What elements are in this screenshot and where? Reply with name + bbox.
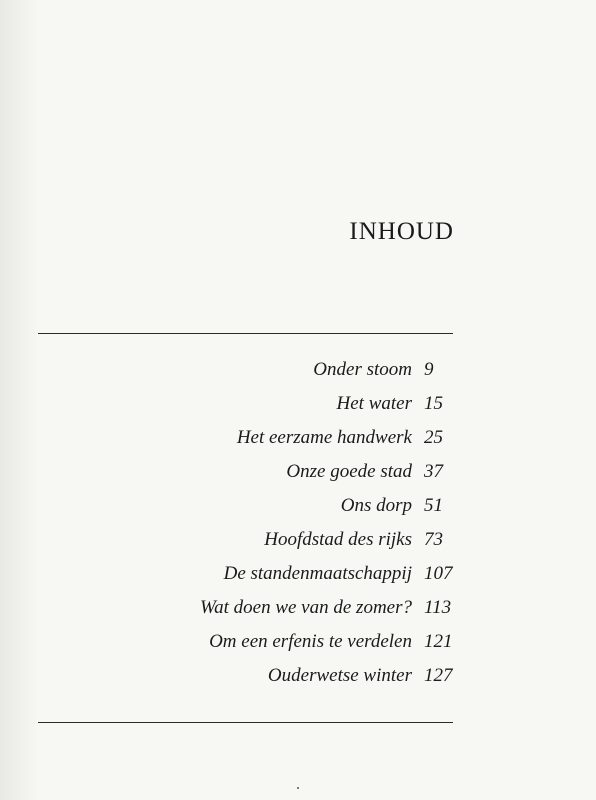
bottom-divider <box>38 722 453 723</box>
toc-entry <box>0 492 596 526</box>
toc-entry <box>0 458 596 492</box>
toc-entry <box>0 628 596 662</box>
toc-entry-title: Hoofdstad des rijks <box>264 529 412 550</box>
toc-entry-page: 37 <box>424 461 443 482</box>
toc-entry-page: 15 <box>424 393 443 414</box>
toc-entry-title: Het eerzame handwerk <box>236 427 412 448</box>
page-title: INHOUD <box>349 218 454 245</box>
paper-speck <box>297 787 299 789</box>
toc-entry <box>0 424 596 458</box>
top-divider <box>38 333 453 334</box>
toc-entry-title: Om een erfenis te verdelen <box>209 631 412 652</box>
toc-entry <box>0 390 596 424</box>
toc-entry-title: Het water <box>336 393 412 414</box>
toc-entry-page: 127 <box>424 665 453 686</box>
toc-entry-title: De standenmaatschappij <box>223 563 412 584</box>
toc-entry-page: 73 <box>424 529 443 550</box>
toc-entry-title: Onder stoom <box>313 359 412 380</box>
toc-entry-title: Wat doen we van de zomer? <box>200 597 412 618</box>
toc-entry-page: 107 <box>424 563 453 584</box>
toc-entry <box>0 356 596 390</box>
toc-entry-page: 9 <box>424 359 434 380</box>
toc-entry-page: 113 <box>424 597 452 618</box>
toc-entry <box>0 560 596 594</box>
toc-entry-title: Ouderwetse winter <box>267 665 412 686</box>
toc-entry <box>0 662 596 696</box>
toc-entry-page: 51 <box>424 495 443 516</box>
table-of-contents <box>0 356 596 696</box>
toc-entry-title: Ons dorp <box>340 495 412 516</box>
toc-entry <box>0 594 596 628</box>
toc-entry-page: 121 <box>424 631 453 652</box>
toc-entry-title: Onze goede stad <box>286 461 412 482</box>
toc-entry <box>0 526 596 560</box>
toc-entry-page: 25 <box>424 427 443 448</box>
